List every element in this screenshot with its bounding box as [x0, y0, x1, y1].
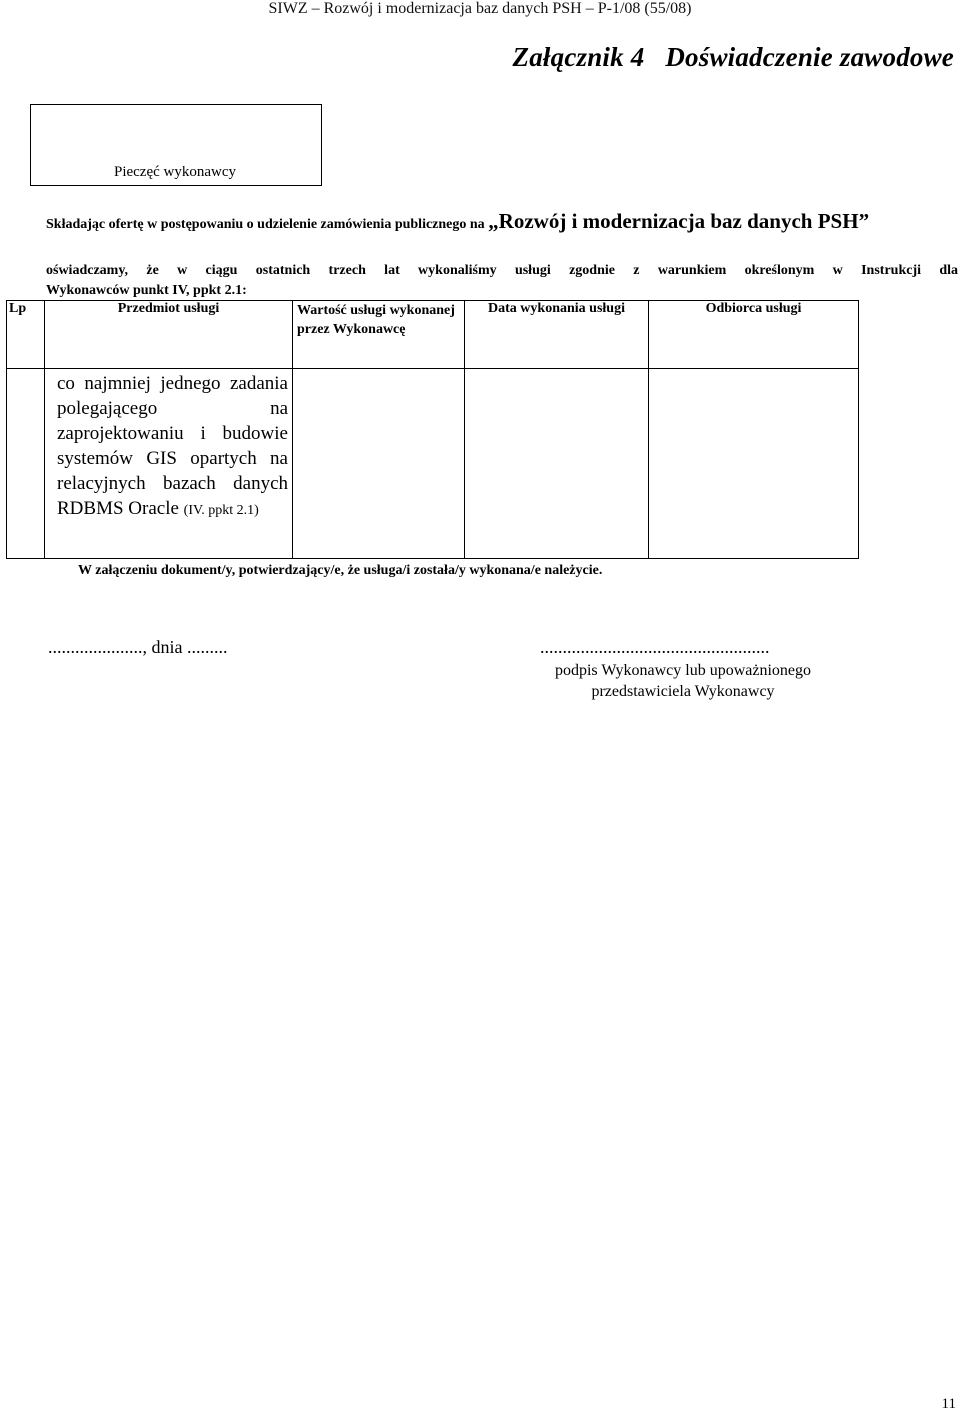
intro-line-1 — [46, 210, 958, 236]
table-header-row — [7, 301, 859, 369]
intro-prefix: Składając ofertę w postępowaniu o udzielenie zamówienia publicznego na — [46, 217, 489, 232]
subject-text: co najmniej jednego zadania polegającego na zaprojektowaniu i budowie systemów GIS opartych na relacyjnych bazach danych RDBMS Oracle — [57, 373, 288, 519]
attachment-title: Załącznik 4 Doświadczenie zawodowe — [512, 42, 954, 72]
subject-ref: (IV. ppkt 2.1) — [183, 503, 259, 518]
services-table — [6, 300, 859, 559]
header-value: Wartość usługi wykonanej przez Wykonawcę — [293, 301, 465, 369]
cell-lp[interactable] — [7, 369, 45, 559]
table-row — [7, 369, 859, 559]
intro-line-3: Wykonawców punkt IV, ppkt 2.1: — [46, 283, 247, 298]
header-date: Data wykonania usługi — [465, 301, 649, 369]
header-lp: Lp — [7, 301, 45, 369]
signature-line: ................................................... — [540, 637, 770, 657]
cell-value[interactable] — [293, 369, 465, 559]
cell-subject — [45, 369, 293, 559]
cell-date[interactable] — [465, 369, 649, 559]
intro-line-2: oświadczamy, że w ciągu ostatnich trzech lat wykonaliśmy usługi zgodnie z warunkiem określonym w Instrukcji dla — [46, 263, 958, 278]
project-name: „Rozwój i modernizacja baz danych PSH” — [488, 209, 870, 233]
place-date-line: ....................., dnia ......... — [48, 637, 228, 657]
running-header: SIWZ – Rozwój i modernizacja baz danych PSH – P-1/08 (55/08) — [268, 0, 692, 17]
stamp-label: Pieczęć wykonawcy — [113, 164, 237, 180]
signature-caption: podpis Wykonawcy lub upoważnionego przedstawiciela Wykonawcy — [554, 662, 812, 700]
cell-recipient[interactable] — [649, 369, 859, 559]
page-number: 11 — [941, 1396, 956, 1412]
attachment-note: W załączeniu dokument/y, potwierdzający/e, że usługa/i została/y wykonana/e należycie. — [78, 563, 603, 578]
header-recipient: Odbiorca usługi — [649, 301, 859, 369]
header-subject: Przedmiot usługi — [45, 301, 293, 369]
